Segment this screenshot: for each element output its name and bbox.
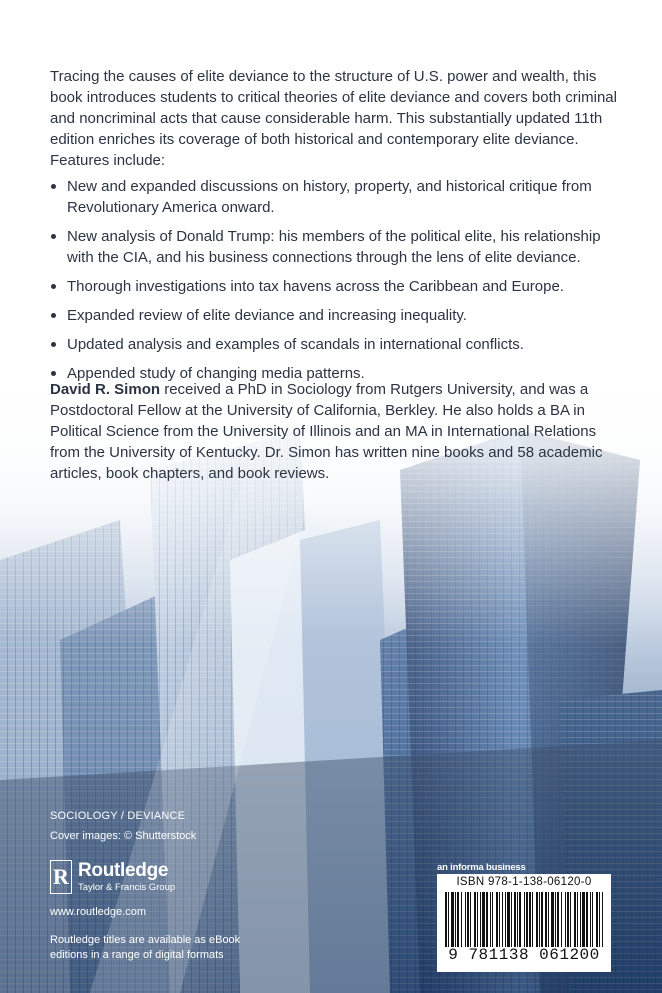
author-name: David R. Simon: [50, 381, 161, 398]
barcode-bar: [474, 892, 476, 947]
barcode-bar: [577, 892, 578, 947]
feature-item: Thorough investigations into tax havens across the Caribbean and Europe.: [50, 276, 622, 297]
barcode-bar: [567, 892, 569, 947]
barcode-bar: [592, 892, 593, 947]
ebook-note: Routledge titles are available as eBook editions in a range of digital formats: [50, 934, 241, 961]
barcode-bar: [519, 892, 521, 947]
barcode-bar: [599, 892, 600, 947]
barcode-bar: [482, 892, 485, 947]
barcode-digits: 9 781138 061200: [448, 946, 600, 964]
barcode-bar: [517, 892, 518, 947]
barcode-bar: [541, 892, 543, 947]
logo-letter: R: [53, 864, 69, 889]
barcode-bar: [465, 892, 466, 947]
barcode-bar: [574, 892, 576, 947]
feature-item: Appended study of changing media patterns.: [50, 363, 622, 384]
barcode-bar: [511, 892, 512, 947]
barcode-bar: [445, 892, 447, 947]
barcode-bar: [496, 892, 498, 947]
barcode-bar: [480, 892, 481, 947]
routledge-r-icon: [50, 860, 72, 894]
isbn-barcode: [437, 874, 611, 972]
barcode-bar: [507, 892, 510, 947]
barcode-bar: [457, 892, 459, 947]
barcode-bar: [514, 892, 516, 947]
barcode-bar: [555, 892, 556, 947]
feature-item: Updated analysis and examples of scandals in international conflicts.: [50, 334, 622, 355]
barcode-bar: [570, 892, 571, 947]
barcode-bar: [455, 892, 456, 947]
barcode-bar: [551, 892, 554, 947]
barcode-bar: [448, 892, 449, 947]
barcode-bar: [590, 892, 591, 947]
barcode-bar: [548, 892, 549, 947]
barcode-bar: [545, 892, 547, 947]
barcode-bar: [580, 892, 581, 947]
barcode-bar: [557, 892, 559, 947]
feature-item: New and expanded discussions on history, property, and historical critique from Revolutionary America onward.: [50, 176, 622, 218]
barcode-bar: [524, 892, 525, 947]
isbn-label: ISBN 978-1-138-06120-0: [456, 876, 592, 888]
barcode-bar: [596, 892, 598, 947]
book-description: Tracing the causes of elite deviance to the structure of U.S. power and wealth, this book introduces students to critical theories of elite deviance and covers both criminal and noncriminal acts that cause considerable harm. This substantially updated 11th edition enriches its coverage of both historical and contemporary elite deviance. Features include:: [50, 68, 617, 169]
barcode-bar: [461, 892, 462, 947]
subject-category: SOCIOLOGY / DEVIANCE: [50, 810, 186, 822]
barcode-bar: [502, 892, 503, 947]
barcode-bar: [470, 892, 471, 947]
barcode-bar: [477, 892, 478, 947]
publisher-logo: [50, 860, 200, 896]
barcode-bar: [532, 892, 533, 947]
barcode-bar: [467, 892, 469, 947]
barcode-bar: [499, 892, 500, 947]
author-bio-text: received a PhD in Sociology from Rutgers University, and was a Postdoctoral Fellow at the University of California, Berkley. He also holds a BA in Political Science from the University of Illinois and an MA in International Relations from the University of Kentucky. Dr. Simon has written nine books and 58 academic articles, book chapters, and book reviews.: [50, 381, 603, 482]
publisher-group: Taylor & Francis Group: [78, 882, 176, 893]
barcode-bar: [505, 892, 506, 947]
informa-tagline: an informa business: [437, 862, 526, 873]
cover-image-credit: Cover images: © Shutterstock: [50, 830, 197, 842]
publisher-website: www.routledge.com: [50, 906, 146, 918]
feature-item: Expanded review of elite deviance and increasing inequality.: [50, 305, 622, 326]
feature-list: [50, 176, 622, 392]
barcode-bar: [486, 892, 488, 947]
author-bio: [50, 379, 622, 484]
barcode-bar: [492, 892, 493, 947]
barcode-bar: [586, 892, 588, 947]
barcode-bar: [565, 892, 566, 947]
barcode-bar: [539, 892, 540, 947]
publisher-name: Routledge: [78, 860, 169, 881]
barcode-bar: [526, 892, 528, 947]
barcode-bar: [451, 892, 454, 947]
barcode-bar: [561, 892, 562, 947]
barcode-bars: [445, 892, 603, 947]
barcode-bar: [529, 892, 531, 947]
barcode-bar: [602, 892, 603, 947]
feature-item: New analysis of Donald Trump: his members of the political elite, his relationship with the CIA, and his business connections through the lens of elite deviance.: [50, 226, 622, 268]
barcode-bar: [582, 892, 585, 947]
barcode-bar: [536, 892, 538, 947]
barcode-bar: [490, 892, 491, 947]
